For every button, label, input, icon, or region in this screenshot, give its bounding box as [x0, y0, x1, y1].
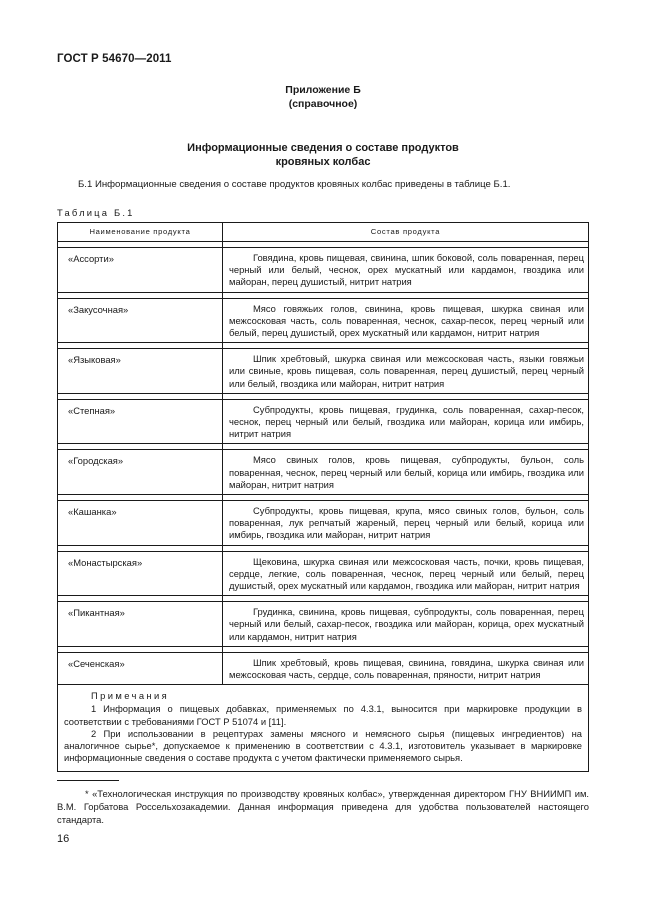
- note-item: 2 При использовании в рецептурах замены мясного и немясного сырья (пищевых ингредиентов) на аналогичное сырье*, допускаемое к применению в соответствии с 4.3.1, изготовитель указывает в маркировке информационные сведения о составе продукта с учетом фактически применяемого сырья.: [64, 727, 582, 764]
- table-row: [58, 602, 589, 647]
- table-row: [58, 501, 589, 546]
- product-composition: Мясо говяжьих голов, свинина, кровь пищевая, шкурка свиная или межсосковая часть, соль поваренная, чеснок, сахар-песок, перец черный или белый, перец душистый, орех мускатный или кардамон, нитрит натрия: [223, 298, 589, 343]
- table-row: [58, 652, 589, 684]
- table-header-row: [58, 223, 589, 242]
- appendix-heading: [0, 83, 646, 111]
- section-title-line1: Информационные сведения о составе продуктов: [187, 142, 459, 154]
- table-row: [58, 551, 589, 596]
- product-name: «Кашанка»: [58, 501, 223, 546]
- table-notes-row: [58, 685, 589, 771]
- footnote-divider: [57, 780, 119, 781]
- column-header-name: Наименование продукта: [58, 223, 223, 242]
- table-row: [58, 248, 589, 293]
- composition-table: [57, 222, 589, 772]
- product-name: «Пикантная»: [58, 602, 223, 647]
- section-title: [0, 141, 646, 169]
- product-composition: Субпродукты, кровь пищевая, грудинка, соль поваренная, сахар-песок, чеснок, перец черный или белый, гвоздика или майоран, корица или имбирь, нитрит натрия: [223, 399, 589, 444]
- table-row: [58, 450, 589, 495]
- notes-title: Примечания: [91, 690, 170, 702]
- appendix-title: Приложение Б: [285, 84, 361, 96]
- table-row: [58, 298, 589, 343]
- column-header-composition: Состав продукта: [223, 223, 589, 242]
- product-composition: Грудинка, свинина, кровь пищевая, субпродукты, соль поваренная, перец черный или белый, сахар-песок, гвоздика или майоран, корица, орех мускатный или кардамон, нитрит натрия: [223, 602, 589, 647]
- table-row: [58, 399, 589, 444]
- section-title-line2: кровяных колбас: [275, 156, 371, 168]
- product-name: «Языковая»: [58, 349, 223, 394]
- product-composition: Мясо свиных голов, кровь пищевая, субпродукты, бульон, соль поваренная, чеснок, перец черный или белый, корица или имбирь, гвоздика или майоран, нитрит натрия: [223, 450, 589, 495]
- product-name: «Монастырская»: [58, 551, 223, 596]
- product-composition: Шпик хребтовый, кровь пищевая, свинина, говядина, шкурка свиная или межсосковая часть, сердце, соль поваренная, пряности, нитрит натрия: [223, 652, 589, 684]
- note-item: 1 Информация о пищевых добавках, применяемых по 4.3.1, выносится при маркировке продукции в соответствии с требованиями ГОСТ Р 51074 и [11].: [64, 703, 582, 727]
- product-name: «Ассорти»: [58, 248, 223, 293]
- product-name: «Закусочная»: [58, 298, 223, 343]
- intro-paragraph: Б.1 Информационные сведения о составе продуктов кровяных колбас приведены в таблице Б.1.: [78, 179, 511, 190]
- table-caption: Таблица Б.1: [57, 207, 135, 218]
- document-code: ГОСТ Р 54670—2011: [57, 53, 172, 65]
- table-row: [58, 349, 589, 394]
- footnote: * «Технологическая инструкция по производству кровяных колбас», утвержденная директором ГНУ ВНИИМП им. В.М. Горбатова Россельхозакадемии. Данная информация приведена для удобства пользователей настоящего стандарта.: [57, 788, 589, 825]
- product-composition: Субпродукты, кровь пищевая, крупа, мясо свиных голов, бульон, соль поваренная, лук репчатый жареный, перец черный или белый, корица или имбирь, гвоздика или майоран, нитрит натрия: [223, 501, 589, 546]
- product-name: «Городская»: [58, 450, 223, 495]
- product-composition: Щековина, шкурка свиная или межсосковая часть, почки, кровь пищевая, сердце, легкие, соль поваренная, чеснок, перец черный или белый, перец душистый, орех мускатный или кардамон, гвоздика или майоран, нитрит натрия: [223, 551, 589, 596]
- page-number: 16: [57, 833, 70, 845]
- product-composition: Говядина, кровь пищевая, свинина, шпик боковой, соль поваренная, перец черный или белый, чеснок, орех мускатный или кардамон, гвоздика или майоран, перец душистый, нитрит натрия: [223, 248, 589, 293]
- product-composition: Шпик хребтовый, шкурка свиная или межсосковая часть, языки говяжьи или свиные, кровь пищевая, соль поваренная, перец душистый, перец черный или белый, гвоздика или майоран, нитрит натрия: [223, 349, 589, 394]
- product-name: «Степная»: [58, 399, 223, 444]
- table-notes: [58, 685, 589, 771]
- product-name: «Сеченская»: [58, 652, 223, 684]
- appendix-subtitle: (справочное): [288, 98, 358, 110]
